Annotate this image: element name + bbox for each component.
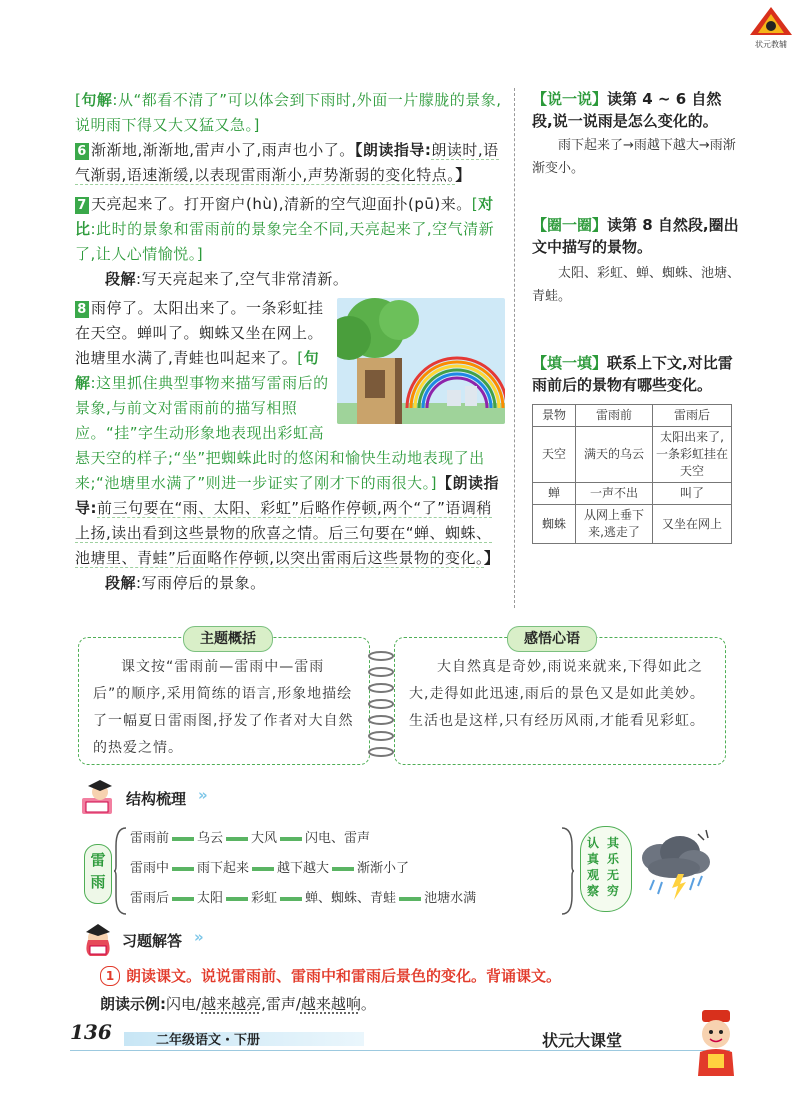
rainbow-scene-icon [337,298,505,424]
note-text: 从“都看不清了”可以体会到下雨时,外面一片朦胧的景象,说明雨下得又大又猛又急。 [75,91,502,134]
note-text: 此时的景象和雷雨前的景象完全不同,天亮起来了,空气清新了,让人心情愉悦。 [75,220,495,263]
stage-item: 太阳 [197,891,224,906]
table-cell: 蜘蛛 [533,505,576,544]
p5-sentence-note: [句解:从“都看不清了”可以体会到下雨时,外面一片朦胧的景象,说明雨下得又大又猛又急。] [75,91,502,134]
example-part-emphasis: 越来越亮 [201,995,262,1013]
theme-title: 主题概括 [183,626,273,652]
guide-text: 前三句要在“雨、太阳、彩虹”后略作停顿,两个“了”语调稍上扬,读出看到这些景物的欣喜之情。后三句要在“蝉、蜘蛛、池塘里、青蛙”后面略作停顿,以突出雷雨后这些景物的变化。 [75,499,492,567]
rainbow-illustration [337,298,505,424]
table-header: 雷雨后 [653,405,732,427]
table-cell: 满天的乌云 [576,427,653,483]
exercise-question-1 [100,964,740,988]
example-part: 。 [360,995,376,1013]
right-brace-icon [560,826,574,916]
circle-section [532,214,742,308]
question-number-badge [100,966,120,986]
table-row [533,483,732,505]
motto-text: 其乐无穷 [607,836,620,898]
paragraph-8: 8 雨停了。太阳出来了。一条彩虹挂在天空。蝉叫了。蜘蛛又坐在网上。池塘里水满了,青蛙也叫起来了。[句解:这里抓住典型事物来描写雷雨后的景象,与前文对雷雨前的描写相照应。“挂”字生动形象地表现出彩虹高悬天空的样子;“坐”把蜘蛛此时的悠闲和愉快生动地表现了出来;“池塘里水满了”则进一步证实了刚才下的雨很大。]【朗读指导:前三句要在“雨、太阳、彩虹”后略作停顿,两个“了”语调稍上扬,读出看到这些景物的欣喜之情。后三句要在“蝉、蜘蛛、池塘里、青蛙”后面略作停顿,以突出雷雨后这些景物的变化。】 [75,296,505,571]
duan-label: 段解 [105,574,137,592]
say-prompt: 读第 4 ~ 6 自然段,说一说雨是怎么变化的。 [532,90,722,130]
question-number: 1 [105,969,115,983]
paragraph-7-summary: 段解:写天亮起来了,空气非常清新。 [105,270,349,288]
page-number: 136 [70,1020,112,1044]
table-cell: 天空 [533,427,576,483]
structure-diagram [78,822,728,918]
logo-icon [748,6,794,36]
fill-section [532,352,742,544]
paragraph-6: 6 渐渐地,渐渐地,雷声小了,雨声也小了。【朗读指导:朗读时,语气渐弱,语速渐缓,以表现雷雨渐小,声势渐弱的变化特点。】 [75,141,499,184]
guide-label: 朗读指导 [362,141,425,159]
left-brace-icon [114,826,128,916]
table-cell: 又坐在网上 [653,505,732,544]
stage-label: 雷雨后 [130,891,170,906]
say-section [532,88,742,180]
paragraph-text: 天亮起来了。打开窗户(hù),清新的空气迎面扑(pū)来。 [91,195,472,213]
guide-text: 朗读时,语气渐弱,语速渐缓,以表现雷雨渐小,声势渐弱的变化特点。 [75,141,499,184]
example-part: ,雷声/ [261,995,301,1013]
exercise-title: 习题解答 [122,932,183,950]
storm-cloud-icon [638,828,714,908]
circle-answer: 太阳、彩虹、蝉、蜘蛛、池塘、青蛙。 [532,266,741,304]
duan-label: 段解 [105,270,137,288]
brand-name: 状元大课堂 [542,1031,623,1050]
motto-text: 认真观察 [587,836,600,898]
table-cell: 太阳出来了,一条彩虹挂在天空 [653,427,732,483]
main-column [75,88,505,596]
table-cell: 从网上垂下来,逃走了 [576,505,653,544]
motto-bubble [580,826,632,912]
reading-example [100,992,740,1016]
example-part: 闪电/ [166,995,202,1013]
sidebar [532,88,742,544]
fill-tag: 【填一填】 [532,354,608,372]
theme-text: 课文按“雷雨前—雷雨中—雷雨后”的顺序,采用简练的语言,形象地描绘了一幅夏日雷雨图,抒发了作者对大自然的热爱之情。 [93,659,354,756]
table-cell: 一声不出 [576,483,653,505]
circle-tag: 【圈一圈】 [532,216,608,234]
stage-item: 闪电、雷声 [305,831,371,846]
stage-item: 越下越大 [277,861,330,876]
structure-header [78,780,378,816]
theme-box [78,631,370,765]
guide-label: 朗读指导 [75,474,499,517]
stage-item: 蝉、蜘蛛、青蛙 [305,891,397,906]
stage-item: 渐渐小了 [357,861,410,876]
stage-item: 大风 [251,831,278,846]
structure-row [130,888,476,910]
structure-rows [130,828,476,910]
book-title: 二年级语文・下册 [156,1033,261,1048]
structure-row [130,828,476,850]
paragraph-number: 7 [75,197,89,214]
stage-item: 乌云 [197,831,224,846]
example-label: 朗读示例: [100,995,166,1013]
paragraph-text: 渐渐地,渐渐地,雷声小了,雨声也小了。 [91,141,355,159]
stage-item: 彩虹 [251,891,278,906]
compare-table [532,404,732,544]
paragraph-number: 6 [75,143,89,160]
note-label: 句解 [81,91,113,109]
structure-title: 结构梳理 [126,790,187,808]
note-text: 这里抓住典型事物来描写雷雨后的景象,与前文对雷雨前的描写相照应。“挂”字生动形象地表现出彩虹高悬天空的样子;“坐”把蜘蛛此时的悠闲和愉快生动地表现了出来;“池塘里水满了”则进一步证实了刚才下的雨很大。 [75,374,485,492]
say-answer: 雨下起来了→雨越下越大→雨渐渐变小。 [532,138,736,176]
column-divider [514,88,515,608]
mascot-icon [688,1008,744,1080]
student-girl-icon [78,922,118,958]
structure-row [130,858,476,880]
stage-item: 池塘水满 [424,891,477,906]
table-header-row [533,405,732,427]
question-text: 朗读课文。说说雷雨前、雷雨中和雷雨后景色的变化。背诵课文。 [126,967,562,985]
paragraph-text: 雨停了。太阳出来了。一条彩虹挂在天空。蝉叫了。蜘蛛又坐在网上。池塘里水满了,青蛙也叫起来了。 [75,299,324,367]
stage-label: 雷雨中 [130,861,170,876]
exercise-header [78,922,378,958]
insight-box [394,631,726,765]
note-label: 句解 [75,349,320,392]
paragraph-number: 8 [75,301,89,318]
insight-title: 感悟心语 [507,626,597,652]
table-cell: 叫了 [653,483,732,505]
circle-prompt: 读第 8 自然段,圈出文中描写的景物。 [532,216,739,256]
example-part-emphasis: 越来越响 [300,995,361,1013]
duan-text: 写雨停后的景象。 [141,574,266,592]
paragraph-7: 7 天亮起来了。打开窗户(hù),清新的空气迎面扑(pū)来。[对比:此时的景象和雷雨前的景象完全不同,天亮起来了,空气清新了,让人心情愉悦。] [75,195,495,263]
logo-text: 状元教辅 [755,40,787,49]
footer-line [70,1050,730,1051]
structure-root-text: 雷雨 [90,851,106,891]
insight-text: 大自然真是奇妙,雨说来就来,下得如此之大,走得如此迅速,雨后的景色又是如此美妙。生活也是这样,只有经历风雨,才能看见彩虹。 [409,659,705,729]
table-row [533,427,732,483]
publisher-logo [748,6,794,49]
chevron-right-icon: » [198,786,208,804]
reading-student-icon [78,780,122,816]
chevron-right-icon: » [194,928,204,946]
footer [70,1018,730,1058]
note-label: 对比 [75,195,494,238]
table-cell: 蝉 [533,483,576,505]
structure-root [84,844,112,904]
fill-prompt: 联系上下文,对比雷雨前后的景物有哪些变化。 [532,354,733,394]
binder-ring-icon [366,648,396,760]
binder-rings [366,648,396,760]
table-header: 雷雨前 [576,405,653,427]
stage-item: 雨下起来 [197,861,250,876]
table-header: 景物 [533,405,576,427]
table-row [533,505,732,544]
say-tag: 【说一说】 [532,90,608,108]
paragraph-8-summary: 段解:写雨停后的景象。 [105,574,266,592]
stage-label: 雷雨前 [130,831,170,846]
duan-text: 写天亮起来了,空气非常清新。 [141,270,349,288]
